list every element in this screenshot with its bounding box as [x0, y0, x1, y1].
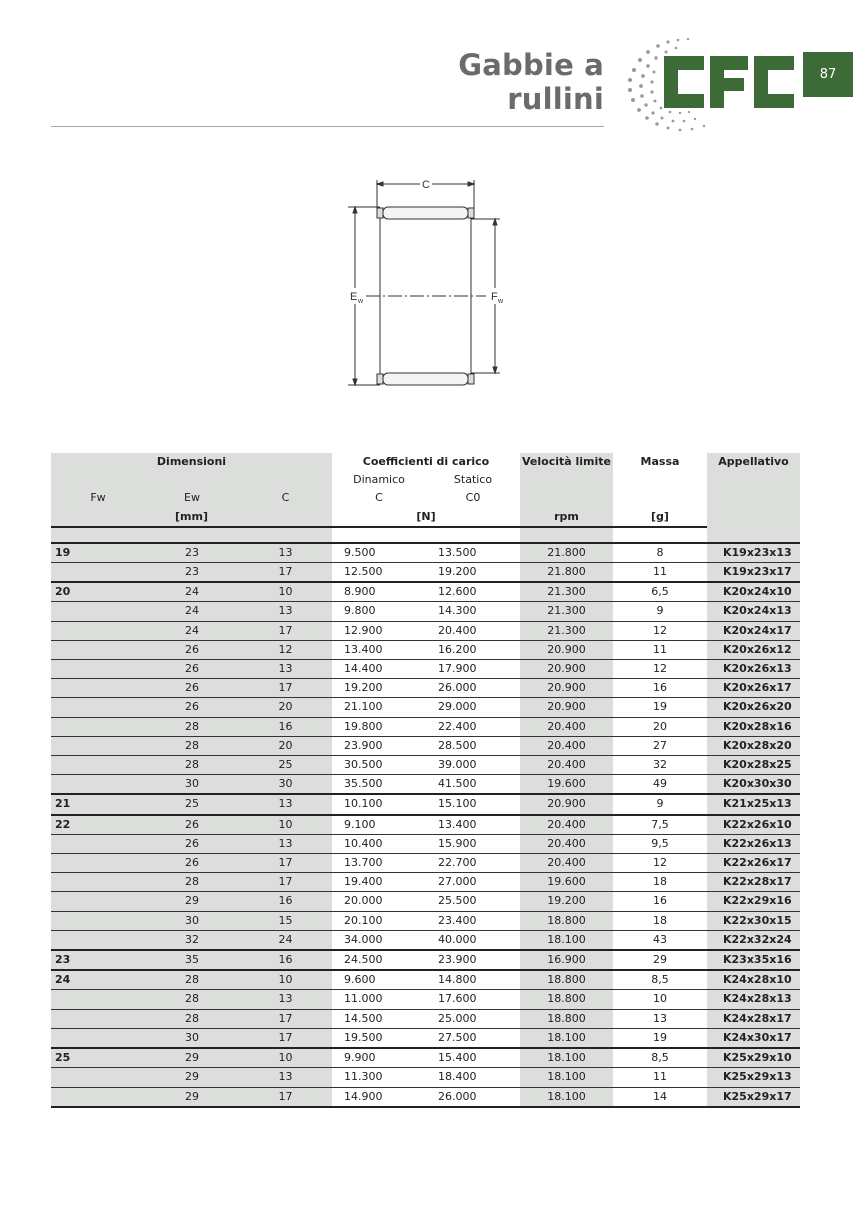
cell-col-5: 19.200 [520, 892, 613, 911]
cell-col-2: 13 [239, 990, 332, 1009]
table-row [51, 1048, 800, 1068]
cell-col-5: 18.800 [520, 911, 613, 930]
cell-col-1: 32 [145, 930, 239, 950]
cell-col-7: K22x26x17 [707, 854, 800, 873]
table-row [51, 563, 800, 583]
cell-col-4: 13.400 [426, 815, 520, 835]
cell-col-1: 24 [145, 602, 239, 621]
cell-col-0 [51, 834, 145, 853]
table-row [51, 970, 800, 990]
cell-col-6: 11 [613, 563, 707, 583]
cell-col-5: 18.800 [520, 990, 613, 1009]
cell-col-0 [51, 660, 145, 679]
brand-logo [618, 32, 798, 138]
cell-col-4: 25.500 [426, 892, 520, 911]
cell-col-6: 9,5 [613, 834, 707, 853]
cell-col-6: 8,5 [613, 970, 707, 990]
cell-col-7: K25x29x17 [707, 1087, 800, 1107]
cell-col-6: 29 [613, 950, 707, 970]
cell-col-2: 16 [239, 950, 332, 970]
cell-col-0: 24 [51, 970, 145, 990]
cell-col-5: 20.400 [520, 717, 613, 736]
cell-col-6: 27 [613, 736, 707, 755]
cell-col-5: 16.900 [520, 950, 613, 970]
cell-col-5: 20.900 [520, 698, 613, 717]
label-ew: E [350, 291, 358, 303]
cell-col-5: 20.900 [520, 794, 613, 814]
cell-col-0 [51, 911, 145, 930]
cell-col-7: K20x24x13 [707, 602, 800, 621]
cell-col-7: K20x28x16 [707, 717, 800, 736]
cell-col-6: 43 [613, 930, 707, 950]
cell-col-1: 29 [145, 892, 239, 911]
col-c: C [239, 489, 332, 507]
label-ew-sub: w [358, 298, 364, 305]
cell-col-3: 10.100 [332, 794, 426, 814]
cell-col-4: 18.400 [426, 1068, 520, 1087]
cell-col-6: 10 [613, 990, 707, 1009]
cell-col-5: 20.400 [520, 854, 613, 873]
cell-col-1: 25 [145, 794, 239, 814]
cell-col-4: 28.500 [426, 736, 520, 755]
cell-col-6: 6,5 [613, 582, 707, 602]
cell-col-2: 13 [239, 794, 332, 814]
table-row [51, 1068, 800, 1087]
cell-col-4: 20.400 [426, 621, 520, 640]
table-row [51, 911, 800, 930]
label-fw: F [491, 291, 498, 303]
needle-cage-table [51, 453, 800, 1108]
cell-col-5: 20.400 [520, 736, 613, 755]
cell-col-5: 21.300 [520, 582, 613, 602]
cell-col-4: 39.000 [426, 756, 520, 775]
col-fw: Fw [51, 489, 145, 507]
cell-col-7: K19x23x17 [707, 563, 800, 583]
cell-col-2: 10 [239, 1048, 332, 1068]
cell-col-6: 8 [613, 543, 707, 563]
cell-col-5: 18.100 [520, 1028, 613, 1048]
cell-col-6: 19 [613, 1028, 707, 1048]
col-c0: C0 [426, 489, 520, 507]
cell-col-1: 28 [145, 970, 239, 990]
cell-col-7: K24x28x13 [707, 990, 800, 1009]
cell-col-7: K20x26x17 [707, 679, 800, 698]
unit-mass: [g] [613, 508, 707, 527]
cell-col-1: 26 [145, 660, 239, 679]
cell-col-2: 17 [239, 621, 332, 640]
cell-col-3: 19.400 [332, 873, 426, 892]
cell-col-2: 24 [239, 930, 332, 950]
cell-col-4: 16.200 [426, 640, 520, 659]
cell-col-3: 13.400 [332, 640, 426, 659]
col-ew: Ew [145, 489, 239, 507]
table-row [51, 1028, 800, 1048]
cell-col-5: 18.800 [520, 1009, 613, 1028]
cell-col-3: 24.500 [332, 950, 426, 970]
table-row [51, 582, 800, 602]
cell-col-5: 20.900 [520, 660, 613, 679]
cell-col-1: 23 [145, 563, 239, 583]
cell-col-0 [51, 854, 145, 873]
cell-col-3: 11.300 [332, 1068, 426, 1087]
cell-col-7: K21x25x13 [707, 794, 800, 814]
table-row [51, 543, 800, 563]
table-row [51, 950, 800, 970]
cell-col-2: 10 [239, 582, 332, 602]
cell-col-1: 28 [145, 756, 239, 775]
cell-col-4: 17.600 [426, 990, 520, 1009]
cell-col-1: 29 [145, 1048, 239, 1068]
cell-col-2: 13 [239, 1068, 332, 1087]
group-dimensions: Dimensioni [51, 453, 332, 471]
cell-col-0 [51, 602, 145, 621]
cell-col-1: 28 [145, 736, 239, 755]
cell-col-0 [51, 930, 145, 950]
table-row [51, 717, 800, 736]
group-designation: Appellativo [707, 453, 800, 471]
unit-speed: rpm [520, 508, 613, 527]
cell-col-4: 40.000 [426, 930, 520, 950]
cell-col-3: 8.900 [332, 582, 426, 602]
table-row [51, 892, 800, 911]
cell-col-2: 15 [239, 911, 332, 930]
cell-col-3: 21.100 [332, 698, 426, 717]
cell-col-2: 13 [239, 660, 332, 679]
table-row [51, 736, 800, 755]
cell-col-1: 35 [145, 950, 239, 970]
cell-col-6: 49 [613, 775, 707, 795]
cell-col-5: 18.800 [520, 970, 613, 990]
table-row [51, 1087, 800, 1107]
cell-col-6: 12 [613, 621, 707, 640]
subgroup-static: Statico [426, 471, 520, 489]
col-cdyn: C [332, 489, 426, 507]
cell-col-6: 12 [613, 854, 707, 873]
cell-col-5: 20.900 [520, 640, 613, 659]
cell-col-4: 15.900 [426, 834, 520, 853]
table-row [51, 930, 800, 950]
cell-col-7: K22x28x17 [707, 873, 800, 892]
table-row [51, 775, 800, 795]
cell-col-2: 30 [239, 775, 332, 795]
cell-col-6: 18 [613, 911, 707, 930]
cell-col-2: 10 [239, 970, 332, 990]
cell-col-4: 19.200 [426, 563, 520, 583]
cell-col-7: K24x30x17 [707, 1028, 800, 1048]
cell-col-7: K20x28x25 [707, 756, 800, 775]
cell-col-4: 15.400 [426, 1048, 520, 1068]
cell-col-0 [51, 1068, 145, 1087]
cell-col-1: 24 [145, 582, 239, 602]
cell-col-4: 26.000 [426, 679, 520, 698]
cell-col-0: 22 [51, 815, 145, 835]
cell-col-4: 26.000 [426, 1087, 520, 1107]
cell-col-7: K20x26x12 [707, 640, 800, 659]
table-row [51, 873, 800, 892]
cell-col-4: 12.600 [426, 582, 520, 602]
cell-col-0 [51, 698, 145, 717]
cell-col-5: 20.400 [520, 834, 613, 853]
needle-cage-diagram [340, 172, 520, 392]
cell-col-1: 26 [145, 834, 239, 853]
cell-col-6: 16 [613, 892, 707, 911]
table-row [51, 756, 800, 775]
cell-col-7: K20x28x20 [707, 736, 800, 755]
cell-col-1: 24 [145, 621, 239, 640]
cell-col-3: 30.500 [332, 756, 426, 775]
cell-col-7: K20x26x20 [707, 698, 800, 717]
subgroup-dynamic: Dinamico [332, 471, 426, 489]
table-row [51, 698, 800, 717]
cell-col-2: 17 [239, 854, 332, 873]
cell-col-4: 13.500 [426, 543, 520, 563]
header-divider [51, 126, 604, 127]
cell-col-4: 14.300 [426, 602, 520, 621]
cell-col-1: 26 [145, 640, 239, 659]
cell-col-3: 34.000 [332, 930, 426, 950]
cell-col-2: 17 [239, 1028, 332, 1048]
cell-col-7: K24x28x17 [707, 1009, 800, 1028]
cell-col-2: 12 [239, 640, 332, 659]
cell-col-3: 12.900 [332, 621, 426, 640]
cell-col-0 [51, 775, 145, 795]
cell-col-0 [51, 1028, 145, 1048]
cell-col-3: 20.100 [332, 911, 426, 930]
cell-col-0 [51, 563, 145, 583]
cell-col-1: 28 [145, 990, 239, 1009]
cell-col-1: 26 [145, 854, 239, 873]
cell-col-3: 14.400 [332, 660, 426, 679]
cell-col-5: 20.900 [520, 679, 613, 698]
table-row [51, 1009, 800, 1028]
cell-col-3: 10.400 [332, 834, 426, 853]
cell-col-2: 17 [239, 873, 332, 892]
cell-col-0 [51, 621, 145, 640]
cell-col-2: 13 [239, 834, 332, 853]
table-row [51, 834, 800, 853]
page-title: Gabbie a rullini [458, 48, 604, 116]
cell-col-0: 19 [51, 543, 145, 563]
cell-col-3: 19.500 [332, 1028, 426, 1048]
table-row [51, 854, 800, 873]
cell-col-4: 27.500 [426, 1028, 520, 1048]
cell-col-4: 25.000 [426, 1009, 520, 1028]
cell-col-6: 19 [613, 698, 707, 717]
cell-col-6: 14 [613, 1087, 707, 1107]
cell-col-1: 26 [145, 815, 239, 835]
cell-col-7: K22x26x10 [707, 815, 800, 835]
cell-col-6: 11 [613, 640, 707, 659]
unit-load: [N] [332, 508, 520, 527]
cell-col-5: 21.300 [520, 621, 613, 640]
cell-col-1: 28 [145, 873, 239, 892]
cell-col-7: K25x29x13 [707, 1068, 800, 1087]
cell-col-4: 23.900 [426, 950, 520, 970]
cell-col-3: 20.000 [332, 892, 426, 911]
cell-col-4: 15.100 [426, 794, 520, 814]
cell-col-6: 18 [613, 873, 707, 892]
cell-col-1: 28 [145, 717, 239, 736]
cell-col-6: 11 [613, 1068, 707, 1087]
table-row [51, 990, 800, 1009]
cell-col-2: 25 [239, 756, 332, 775]
table-row [51, 602, 800, 621]
cell-col-2: 17 [239, 1087, 332, 1107]
cell-col-4: 14.800 [426, 970, 520, 990]
cell-col-0 [51, 736, 145, 755]
table-row [51, 679, 800, 698]
cell-col-4: 22.400 [426, 717, 520, 736]
cell-col-3: 11.000 [332, 990, 426, 1009]
cell-col-2: 17 [239, 679, 332, 698]
cell-col-3: 9.900 [332, 1048, 426, 1068]
table-body [51, 543, 800, 1107]
cell-col-1: 26 [145, 679, 239, 698]
cell-col-3: 14.900 [332, 1087, 426, 1107]
table-row [51, 621, 800, 640]
cell-col-6: 20 [613, 717, 707, 736]
cell-col-2: 13 [239, 602, 332, 621]
cell-col-1: 30 [145, 775, 239, 795]
cell-col-0 [51, 717, 145, 736]
cell-col-1: 23 [145, 543, 239, 563]
cell-col-7: K22x29x16 [707, 892, 800, 911]
cell-col-3: 9.800 [332, 602, 426, 621]
cell-col-5: 21.300 [520, 602, 613, 621]
cell-col-5: 19.600 [520, 775, 613, 795]
cell-col-7: K23x35x16 [707, 950, 800, 970]
cell-col-2: 16 [239, 892, 332, 911]
group-mass: Massa [613, 453, 707, 471]
cell-col-7: K22x26x13 [707, 834, 800, 853]
cell-col-3: 9.500 [332, 543, 426, 563]
cell-col-0 [51, 640, 145, 659]
cell-col-3: 19.800 [332, 717, 426, 736]
cell-col-7: K22x32x24 [707, 930, 800, 950]
cell-col-7: K20x24x17 [707, 621, 800, 640]
cell-col-1: 26 [145, 698, 239, 717]
cell-col-5: 18.100 [520, 1068, 613, 1087]
cell-col-6: 8,5 [613, 1048, 707, 1068]
cell-col-4: 27.000 [426, 873, 520, 892]
table-row [51, 815, 800, 835]
cell-col-1: 29 [145, 1068, 239, 1087]
cell-col-3: 9.600 [332, 970, 426, 990]
cell-col-3: 14.500 [332, 1009, 426, 1028]
cell-col-2: 10 [239, 815, 332, 835]
cell-col-1: 30 [145, 1028, 239, 1048]
cell-col-5: 20.400 [520, 815, 613, 835]
cell-col-5: 18.100 [520, 1087, 613, 1107]
cell-col-1: 28 [145, 1009, 239, 1028]
cell-col-2: 17 [239, 563, 332, 583]
cell-col-3: 19.200 [332, 679, 426, 698]
cell-col-3: 13.700 [332, 854, 426, 873]
cell-col-3: 23.900 [332, 736, 426, 755]
cell-col-0: 21 [51, 794, 145, 814]
cell-col-0: 25 [51, 1048, 145, 1068]
cell-col-7: K20x26x13 [707, 660, 800, 679]
cell-col-4: 23.400 [426, 911, 520, 930]
cell-col-7: K20x30x30 [707, 775, 800, 795]
cell-col-5: 20.400 [520, 756, 613, 775]
cell-col-5: 18.100 [520, 930, 613, 950]
cell-col-0 [51, 873, 145, 892]
page-number-badge: 87 [803, 52, 853, 97]
unit-dim: [mm] [51, 508, 332, 527]
cell-col-3: 9.100 [332, 815, 426, 835]
cell-col-7: K22x30x15 [707, 911, 800, 930]
cell-col-0 [51, 892, 145, 911]
cell-col-5: 18.100 [520, 1048, 613, 1068]
cell-col-0 [51, 756, 145, 775]
label-fw-sub: w [498, 298, 504, 305]
cell-col-6: 9 [613, 602, 707, 621]
cell-col-6: 12 [613, 660, 707, 679]
cell-col-2: 20 [239, 698, 332, 717]
cell-col-5: 19.600 [520, 873, 613, 892]
cell-col-4: 22.700 [426, 854, 520, 873]
cell-col-6: 32 [613, 756, 707, 775]
cell-col-4: 41.500 [426, 775, 520, 795]
cell-col-6: 16 [613, 679, 707, 698]
cell-col-4: 17.900 [426, 660, 520, 679]
cell-col-5: 21.800 [520, 543, 613, 563]
cell-col-0 [51, 990, 145, 1009]
cell-col-0 [51, 1087, 145, 1107]
cell-col-7: K19x23x13 [707, 543, 800, 563]
cell-col-0: 20 [51, 582, 145, 602]
label-c: C [422, 179, 430, 191]
table-row [51, 640, 800, 659]
group-speed: Velocità limite [520, 453, 613, 471]
cell-col-3: 35.500 [332, 775, 426, 795]
cell-col-1: 30 [145, 911, 239, 930]
cell-col-6: 7,5 [613, 815, 707, 835]
cell-col-0 [51, 1009, 145, 1028]
cell-col-2: 17 [239, 1009, 332, 1028]
cell-col-2: 13 [239, 543, 332, 563]
table-row [51, 794, 800, 814]
cell-col-0: 23 [51, 950, 145, 970]
table-row [51, 660, 800, 679]
cell-col-6: 13 [613, 1009, 707, 1028]
cell-col-4: 29.000 [426, 698, 520, 717]
cell-col-0 [51, 679, 145, 698]
cell-col-1: 29 [145, 1087, 239, 1107]
group-load: Coefficienti di carico [332, 453, 520, 471]
cell-col-7: K20x24x10 [707, 582, 800, 602]
cell-col-7: K24x28x10 [707, 970, 800, 990]
cell-col-6: 9 [613, 794, 707, 814]
cell-col-7: K25x29x10 [707, 1048, 800, 1068]
cell-col-2: 20 [239, 736, 332, 755]
cell-col-3: 12.500 [332, 563, 426, 583]
cell-col-2: 16 [239, 717, 332, 736]
cell-col-5: 21.800 [520, 563, 613, 583]
